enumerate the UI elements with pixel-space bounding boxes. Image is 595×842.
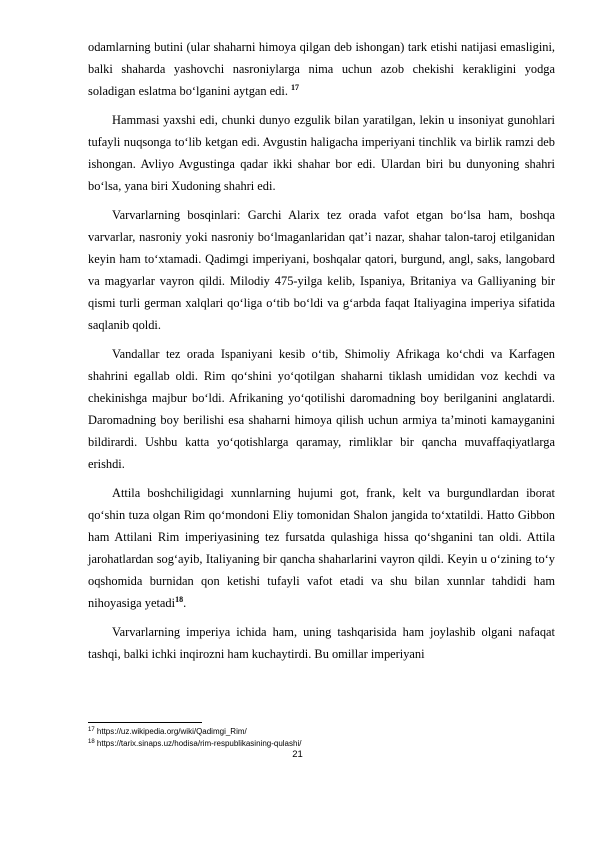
footnote-18-number: 18	[88, 739, 95, 745]
footnote-17	[88, 726, 555, 738]
paragraph-5-text: Attila boshchiligidagi xunnlarning hujumi got, frank, kelt va burgundlardan iborat qo‘shin tuza olgan Rim qo‘mondoni Eliy tomonidan Shalon jangida to‘xtatildi. Hatto Gibbon ham Attilani Rim imperiyasining tez fursatda qulashiga hissa qo‘shganini tan oldi. Attila jarohatlardan sog‘ayib, Italiyaning bir qancha shaharlarini vayron qildi. Keyin u o‘zining to‘y oqshomida burnidan qon ketishi tufayli vafot etadi va shu bilan xunnlar tahdidi ham nihoyasiga yetadi	[88, 486, 555, 610]
page-number: 21	[292, 749, 303, 760]
paragraph-5-end: .	[183, 596, 187, 610]
paragraph-1	[88, 36, 555, 102]
footnote-ref-17[interactable]: 17	[291, 83, 300, 92]
body-text	[88, 36, 555, 665]
paragraph-6: Varvarlarning imperiya ichida ham, uning tashqarisida ham joylashib olgani nafaqat tashqi, balki ichki inqirozni ham kuchaytirdi. Bu omillar imperiyani	[88, 625, 555, 661]
footnote-17-number: 17	[88, 727, 95, 733]
footnote-18-link[interactable]: https://tarix.sinaps.uz/hodisa/rim-respublikasining-qulashi/	[94, 739, 302, 748]
paragraph-4: Vandallar tez orada Ispaniyani kesib o‘tib, Shimoliy Afrikaga ko‘chdi va Karfagen shahrini egallab oldi. Rim qo‘shini yo‘qotilgan shaharni tiklash umididan voz kechdi va chekinishga majbur bo‘ldi. Afrikaning yo‘qotilishi daromadning boy berilganini anglatardi. Daromadning boy berilishi esa shaharni himoya qilish uchun armiya ta’minoti kamayganini bildirardi. Ushbu katta yo‘qotishlarga qaramay, rimliklar bir qancha muvaffaqiyatlarga erishdi.	[88, 347, 555, 471]
paragraph-2: Hammasi yaxshi edi, chunki dunyo ezgulik bilan yaratilgan, lekin u insoniyat gunohlari tufayli nuqsonga to‘lib ketgan edi. Avgustin haligacha imperiyani tinchlik va birlik ramzi deb ishongan. Avliyo Avgustinga qadar ikki shahar bor edi. Ulardan biri bu dunyoning shahri bo‘lsa, yana biri Xudoning shahri edi.	[88, 113, 555, 193]
paragraph-5	[88, 482, 555, 614]
footnote-ref-18[interactable]: 18	[175, 595, 184, 604]
footnote-17-link[interactable]: https://uz.wikipedia.org/wiki/Qadimgi_Rim/	[94, 727, 247, 736]
paragraph-1-text: odamlarning butini (ular shaharni himoya qilgan deb ishongan) tark etishi natijasi emasligini, balki shaharda yashovchi nasroniylarga nima uchun azob chekishi kerakligini yodga soladigan eslatma bo‘lganini aytgan edi.	[88, 40, 555, 98]
footnote-separator	[88, 722, 202, 723]
footnotes	[88, 726, 555, 750]
paragraph-3: Varvarlarning bosqinlari: Garchi Alarix tez orada vafot etgan bo‘lsa ham, boshqa varvarlar, nasroniy yoki nasroniy bo‘lmaganlaridan qat’i nazar, shahar talon-taroj etilganidan keyin ham to‘xtamadi. Qadimgi imperiyani, boshqalar qatori, burgund, angl, saks, langobard va magyarlar vayron qildi. Milodiy 475-yilga kelib, Ispaniya, Britaniya va Galliyaning bir qismi turli german xalqlari qo‘liga o‘tib bo‘ldi va g‘arbda faqat Italiyagina imperiya sifatida saqlanib qoldi.	[88, 208, 555, 332]
